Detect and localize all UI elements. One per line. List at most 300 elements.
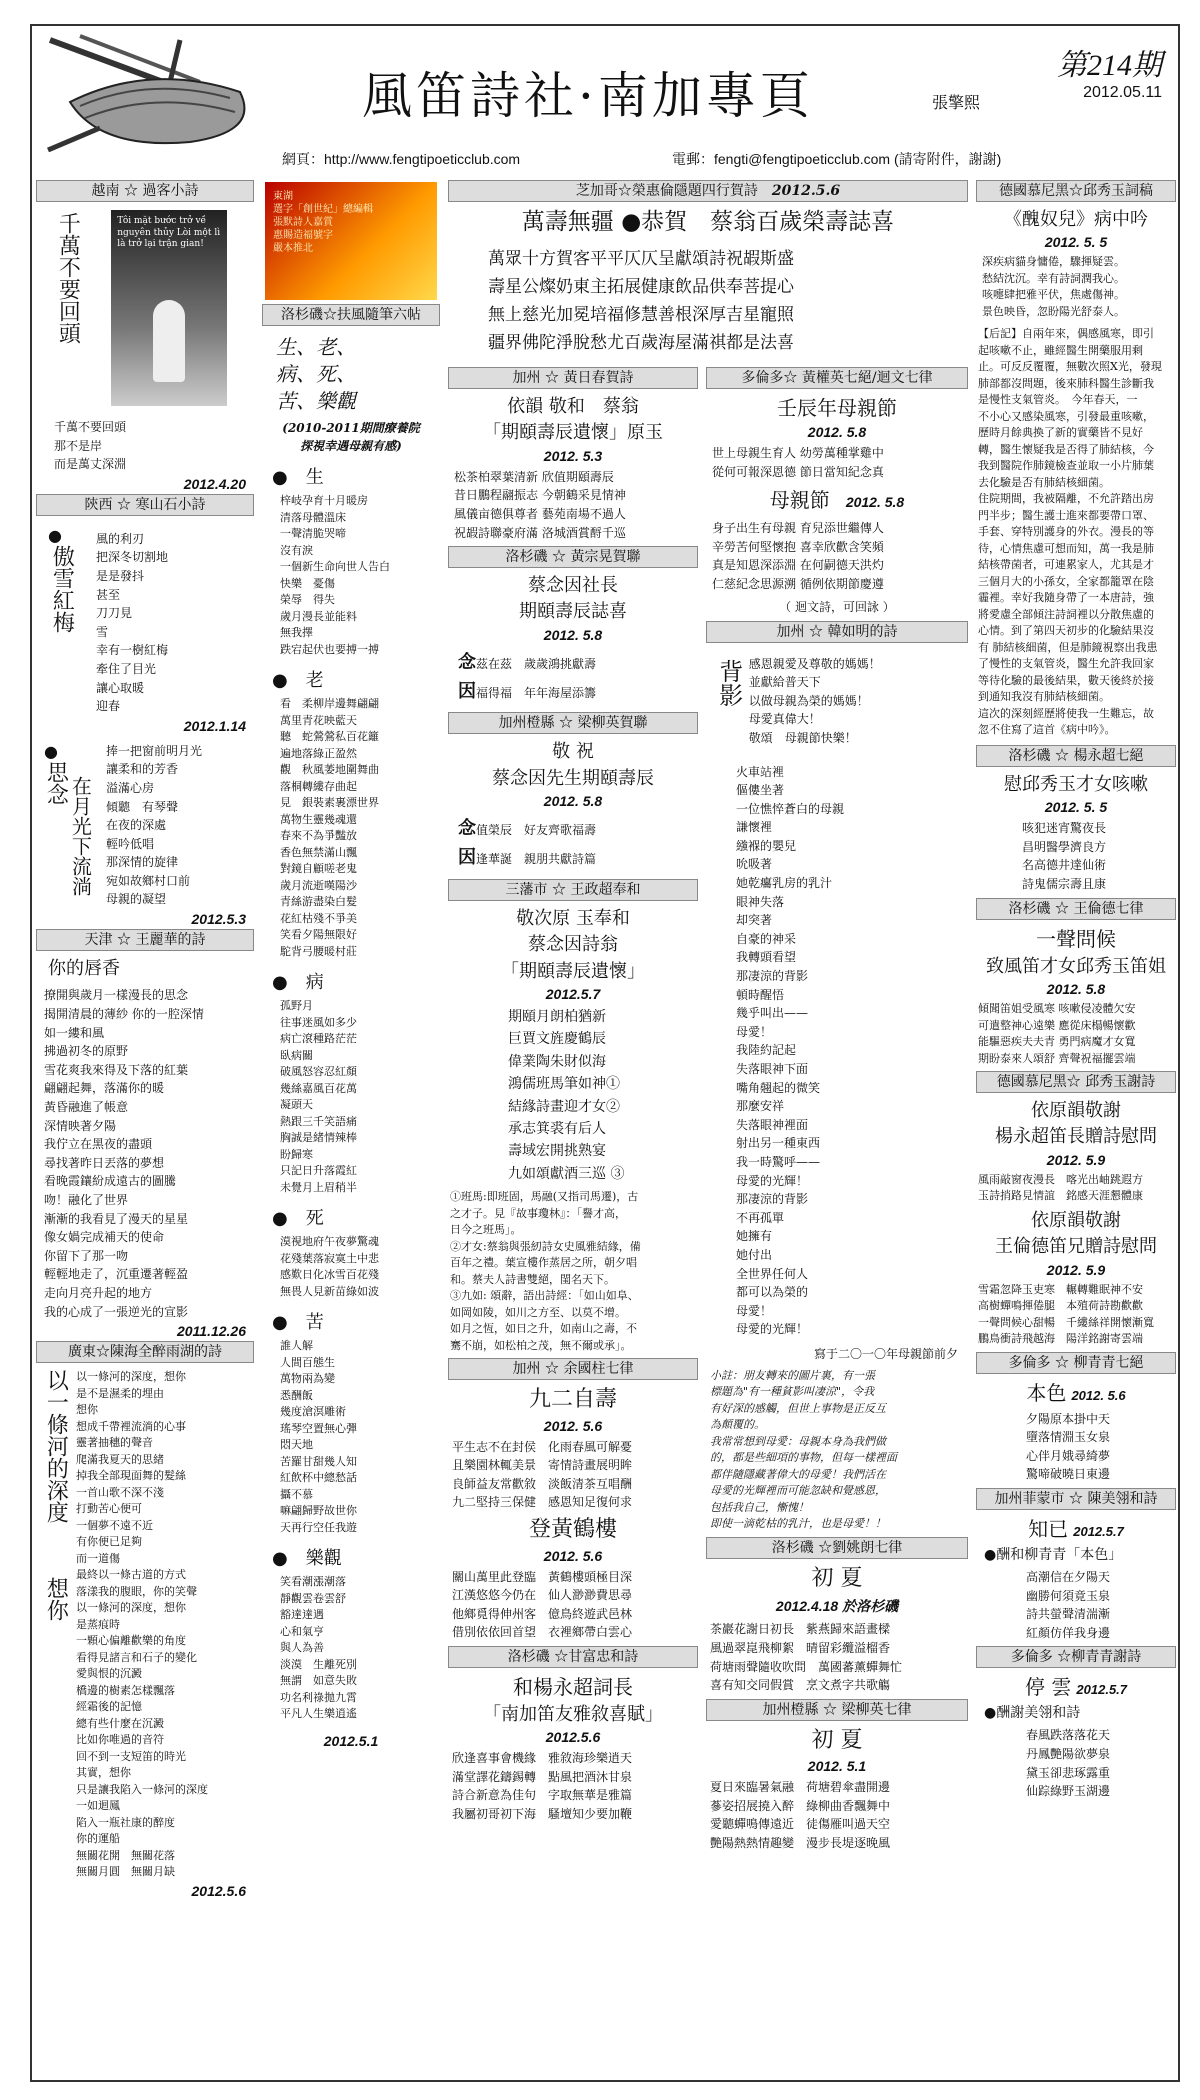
poem-title: 停 雲 xyxy=(1024,1675,1072,1700)
section-header xyxy=(448,180,968,202)
section-header: 三藩市 ☆ 王政超奉和 xyxy=(448,879,698,901)
poem-line: 壽星公燦奶東主拓展健康飲品供奉菩提心 xyxy=(488,276,794,297)
couplet-title-2: 蔡念因先生期頤壽辰 xyxy=(492,767,654,789)
essay-section-lines xyxy=(280,1338,440,1536)
poem-line: 滿堂譯花鑄錫轉 點風把酒沐甘泉 xyxy=(452,1769,633,1784)
poem-line: 是是發抖 xyxy=(96,568,145,583)
poem-lines xyxy=(978,1001,1174,1067)
couplet-title: 蔡念因社長 xyxy=(528,575,618,597)
poem-line: 破風怒容忍紅顏 xyxy=(280,1065,357,1078)
footnote-line: 如岡如陵，如川之方至、以莫不增。 xyxy=(450,1305,626,1319)
poem-line: 那深情的旋律 xyxy=(106,855,179,870)
issue-block xyxy=(1057,40,1162,102)
poem-line: 青絲游盡染白髮 xyxy=(280,895,357,908)
poem-line: 辛勞苦何堅懷抱 喜幸欣歡含笑頻 xyxy=(712,539,884,554)
poem-line: 落桐轉縷存曲起 xyxy=(280,779,357,793)
poem-line: 看 柔柳岸邊舞翩翩 xyxy=(280,697,379,710)
poem-line: 梓岐孕育十月暖房 xyxy=(280,494,368,507)
poem-line: 只記日升落霞紅 xyxy=(280,1164,357,1177)
poem-line: 深情映著夕陽 xyxy=(44,1118,117,1133)
poem-lines xyxy=(710,1620,964,1694)
footnote-line: 騫不崩，如松柏之茂，無不爾或承」。 xyxy=(450,1338,632,1352)
poem-date: 2012.5.7 xyxy=(545,986,601,1003)
poem-date: 2012. 5.6 xyxy=(543,1417,603,1434)
postscript-line: 小註：朋友轉來的圖片裏，有一張 xyxy=(710,1368,875,1382)
poem-date: 2012.4.20 xyxy=(183,475,246,492)
dedication-line: 並獻給普天下 xyxy=(748,675,821,690)
section-header: 陝西 ☆ 寒山石小詩 xyxy=(36,494,254,516)
poem-date: 2012.5.6 xyxy=(191,1882,246,1899)
poem-title: 一聲問候 xyxy=(1036,926,1116,951)
subtitle-line: 探視幸遇母親有感) xyxy=(300,439,402,453)
poem-lines xyxy=(712,519,962,593)
website-link[interactable]: 網頁：http://www.fengtipoeticclub.com xyxy=(282,151,521,167)
painting-caption xyxy=(273,190,373,255)
poem-lines xyxy=(96,530,168,716)
poem-title: 傲雪紅梅 xyxy=(49,544,75,633)
poem-line: 欣逢喜事會機緣 雅敘海珍樂逍天 xyxy=(452,1751,633,1766)
email-link[interactable]: 電郵：fengti@fengtipoeticclub.com (請寄附件，謝謝) xyxy=(672,151,1002,167)
essay-section-title: ● 老 xyxy=(272,670,324,691)
header-date: 2012.5.6 xyxy=(771,183,841,199)
postscript-line: 有好深的感觸，但世上事物是正反互 xyxy=(710,1401,886,1415)
poem-lines xyxy=(978,1282,1174,1348)
poem-line: 我轉頭看望 xyxy=(736,950,797,965)
poem-date: 2012.5.6 xyxy=(545,1729,601,1746)
poem-line: 最終以一條古道的方式 xyxy=(76,1568,186,1582)
poem-line: 丹鳳艷陽欲夢泉 xyxy=(1026,1746,1111,1761)
poem-line: 拂過初冬的原野 xyxy=(44,1044,129,1059)
caption-line: 嚴本推北 xyxy=(273,243,313,254)
caption-line: 惠賜造福號字 xyxy=(273,230,333,241)
poem-line: 我屬初哥初下海 騷壇知少要加鞭 xyxy=(452,1807,633,1822)
postscript-line: 母愛的光輝裡而可能忽缺和覺感恩， xyxy=(710,1484,886,1498)
poem-lines xyxy=(44,986,250,1321)
poem-line: 她付出 xyxy=(736,1247,773,1262)
poem-title: 初 夏 xyxy=(811,1565,863,1591)
poem-line: 無謂 如意失敗 xyxy=(280,1674,357,1687)
masthead-title: 風笛詩社·南加專頁 xyxy=(362,67,814,125)
poem-line: 盼歸寒 xyxy=(280,1147,313,1161)
poem-line: 你的運船 xyxy=(76,1832,120,1846)
footnotes xyxy=(450,1189,696,1354)
poem-date: 2012.5.7 xyxy=(1073,1523,1124,1539)
poem-line: 迎春 xyxy=(96,699,121,714)
poem-line: 射出另一種東西 xyxy=(736,1136,821,1151)
poem-line: 深疾病貓身慵倦，驟揮疑雲。 xyxy=(982,255,1125,269)
poem-line: 喜有知交同假賞 烹文煮字共歌觴 xyxy=(710,1678,891,1693)
poem-line: 比如你唯過的音符 xyxy=(76,1733,164,1747)
poem-line: 驚啼破曉日東邊 xyxy=(1026,1467,1111,1482)
poem-line: 母愛！ xyxy=(736,1024,773,1039)
poem-date: 2012. 5.6 xyxy=(543,1547,603,1564)
afterword-line: 等待化驗的最後結果，數天後終於接 xyxy=(978,673,1154,687)
poem-line: 從何可報深恩德 節日當知紀念真 xyxy=(712,464,884,479)
poem-lines xyxy=(452,1749,694,1823)
poem-line: 掉我全部現面舞的髮絲 xyxy=(76,1469,186,1483)
poem-line: 世上母親生育人 幼勞萬種掌雞中 xyxy=(712,445,884,460)
poem-line: 心伴月娥尋綺夢 xyxy=(1026,1448,1111,1463)
poem-date: 2012. 5.8 xyxy=(845,494,905,511)
dedication-line: 以做母親為榮的媽媽！ xyxy=(748,693,869,708)
poem-line: 想成千帶裡流淌的心事 xyxy=(76,1419,186,1433)
poem-line: 攝不慕 xyxy=(280,1487,313,1501)
meditation-photo xyxy=(111,210,227,406)
afterword-line: 霾裡。幸好我隨身帶了一本唐詩，強 xyxy=(978,591,1154,605)
section-header: 德國慕尼黑☆ 邱秀玉謝詩 xyxy=(976,1071,1176,1093)
poem-line: 撩開與歲月一樣漫長的思念 xyxy=(44,988,189,1003)
section-header: 加州橙縣 ☆ 梁柳英賀聯 xyxy=(448,712,698,734)
poem-line: 不再孤單 xyxy=(736,1210,785,1225)
couplet-line: 茲在茲 歲歲鴻挑獻壽 xyxy=(476,656,597,671)
poem-line: 母親的凝望 xyxy=(106,892,167,907)
poem-line: 捧一把窗前明月光 xyxy=(106,743,203,758)
poem-line: 回不到一支短笛的時光 xyxy=(76,1749,186,1763)
poem-line: 紅飲杯中總愁話 xyxy=(280,1471,357,1484)
essay-subtitle xyxy=(262,419,440,455)
poem-line: 却突著 xyxy=(736,913,773,928)
poem-line: 春來不為爭豔放 xyxy=(280,829,357,842)
poem-line: 經霜後的記憶 xyxy=(76,1700,142,1714)
section-header: 加州菲蒙市 ☆ 陳美翎和詩 xyxy=(976,1488,1176,1510)
poem-line: 一個新生命向世人告白 xyxy=(280,560,390,573)
poem-date: 2012. 5.3 xyxy=(543,447,603,464)
poem-line: 黃昏融進了帳意 xyxy=(44,1100,129,1115)
poem-date: 2012.5.7 xyxy=(1076,1682,1128,1698)
poem-line: 感歎日化冰雪百花殘 xyxy=(280,1268,379,1281)
poem-line: 鴻儒班馬筆如神① xyxy=(508,1076,620,1093)
photo-caption: Tôi mặt bước trở về nguyên thủy Lòi một lì là trở lại trận gian! xyxy=(117,216,221,250)
poem-title-3: 「期頤壽辰遺懷」 xyxy=(501,960,645,982)
section-header: 加州 ☆ 余國柱七律 xyxy=(448,1358,698,1380)
couplet-initial: 因 xyxy=(458,847,476,869)
column-3-right xyxy=(706,365,968,1857)
afterword-line: 了慢性的支氣管炎，醫生允許我回家 xyxy=(978,657,1154,671)
couplet-initial: 念 xyxy=(458,818,476,840)
poem-line: 身子出生有母親 育兒添世繼傳人 xyxy=(712,521,884,536)
poem-title: 依原韻敬謝 xyxy=(1031,1100,1121,1122)
poem-line: 瑤琴空置無心彈 xyxy=(280,1421,357,1435)
footnote-line: 之才子。見『故事瓊林』：「譽才高， xyxy=(450,1206,626,1220)
poem-line: 承志箕裘有后人 xyxy=(508,1120,606,1137)
poem-line: 夏日來臨暑氣融 荷塘碧傘盡開邊 xyxy=(710,1780,891,1795)
postscript-line: 即使一滴乾枯的乳汁，也是母愛！！ xyxy=(710,1517,886,1531)
poem-line: 總有些什麼在沉澱 xyxy=(76,1716,164,1730)
poem-title: 以一條河的深度 xyxy=(43,1369,69,1524)
poem-line: 萬物生靈幾魂還 xyxy=(280,812,357,826)
poem-line: 謙懷裡 xyxy=(736,820,773,835)
section-header: 廣東☆陳海全醉雨湖的詩 xyxy=(36,1341,254,1363)
poem-line: 看晚霞鑲紛成遠古的圖騰 xyxy=(44,1174,177,1189)
column-3-left xyxy=(448,365,698,1857)
poem-title: 《醜奴兒》病中吟 xyxy=(1004,209,1148,230)
afterword-line: 結核帶菌者，可連累家人，尤其是才 xyxy=(978,558,1154,572)
afterword-line: 這次的深刻經歷將使我一生難忘，故 xyxy=(978,706,1154,720)
poem-line: 可遣整神心遠樂 應從床榻暢懷歡 xyxy=(978,1018,1136,1032)
essay-section-lines xyxy=(280,493,440,658)
postscript-line: 我常常想到母愛：母親本身為我們做 xyxy=(710,1434,886,1448)
poem-line: 春風跌落落花天 xyxy=(1026,1728,1111,1743)
poem-line: 以一條河的深度，想你 xyxy=(76,1601,186,1615)
poem-lines xyxy=(712,444,962,481)
poem-line: 都可以為榮的 xyxy=(736,1285,809,1300)
poem-line: 那麼安祥 xyxy=(736,1099,785,1114)
poem-line: 如一縷和風 xyxy=(44,1025,105,1040)
poem-line: 苦羅甘甜幾人知 xyxy=(280,1454,357,1468)
poem-line: 祝嘏詩聯豪府滿 洛城酒賞酹千巡 xyxy=(454,525,626,540)
poem-line: 眼神失落 xyxy=(736,894,785,909)
poem-title-2: 想你 xyxy=(43,1577,69,1622)
poem-dedication xyxy=(749,655,881,749)
poem-lines xyxy=(454,468,692,542)
poem-date: 2012. 5.8 xyxy=(807,423,867,440)
poem-subtitle: 在月光下流淌 xyxy=(68,775,93,896)
poem-line: 鵬鳥衝詩飛越海 陽洋銘謝寄雲端 xyxy=(978,1332,1143,1346)
poem-line: 平生志不在封侯 化雨春風可解憂 xyxy=(452,1439,633,1454)
poem-line: 我陸約記起 xyxy=(736,1043,797,1058)
poem-line: 吮吸著 xyxy=(736,857,773,872)
poem-line: 花紅枯殘不爭美 xyxy=(280,911,357,925)
poem-date: 2012. 5.1 xyxy=(807,1758,867,1775)
poem-line: 高潮信在夕陽天 xyxy=(1026,1569,1111,1584)
contact-bar xyxy=(32,146,1178,170)
poem-lines xyxy=(452,1568,694,1642)
couplet xyxy=(458,815,688,873)
afterword-line: 肺部都沒問題，後來肺科醫生診斷我 xyxy=(978,376,1154,390)
poem-line: 九二堅持三保健 感恩知足復何求 xyxy=(452,1495,633,1510)
afterword-line: 【后記】自兩年來，偶感風寒，即引 xyxy=(978,327,1154,341)
poem-line: 歲月流逝嘆陽沙 xyxy=(280,878,357,892)
poem-lines xyxy=(1026,1726,1176,1800)
poem-line: 與人為善 xyxy=(280,1641,324,1654)
poem-title-2: 「南加笛友雅敘喜賦」 xyxy=(483,1703,663,1725)
essay-title xyxy=(276,334,440,415)
afterword-line: 去化驗是否有肺結核細菌。 xyxy=(978,475,1110,489)
poem-line: 臥病關 xyxy=(280,1048,313,1062)
poem-line: 仁慈紀念思源溯 循例依期節慶遵 xyxy=(712,576,884,591)
poem-line: 牽住了目光 xyxy=(96,661,157,676)
poem-line: 一顆心偏離歡樂的角度 xyxy=(76,1634,186,1648)
poem-line: 無我擇 xyxy=(280,626,313,639)
poem-line: 宛如故鄉村口前 xyxy=(106,873,191,888)
poem-line: 真是知恩深添淵 在何嗣德天洪灼 xyxy=(712,558,884,573)
afterword-line: 是慢性支氣管炎。 今年春天，一 xyxy=(978,393,1138,407)
poem-lines xyxy=(1026,1568,1176,1642)
poem-line: 全世界任何人 xyxy=(736,1266,809,1281)
poem-title: 萬壽無疆 ●恭賀 蔡翁百歲榮壽誌喜 xyxy=(521,209,895,235)
essay-section-title: ● 病 xyxy=(272,972,324,993)
poem-line: 落漾我的腹眼，你的笑聲 xyxy=(76,1584,197,1598)
poem-line: 病亡滾種路茫茫 xyxy=(280,1032,357,1045)
poem-line: 是不是濕柔的埋由 xyxy=(76,1386,164,1400)
poem-line: 萬里青花映藍天 xyxy=(280,713,357,727)
afterword-line: 轉，醫生懷疑我是否得了肺結核，今 xyxy=(978,442,1154,456)
section-header: 多倫多 ☆ 柳青青七絕 xyxy=(976,1352,1176,1374)
poem-line: 觀 秋風萎地圍舞曲 xyxy=(280,763,379,776)
poem-line: 一如迴鳳 xyxy=(76,1799,120,1813)
section-header: 洛杉磯 ☆ 黃宗晃賀聯 xyxy=(448,546,698,568)
poem-line: 我佇立在黑夜的盡頭 xyxy=(44,1137,153,1152)
poem-line: 風雨敲窗夜漫長 喀光出岫跳遐方 xyxy=(978,1172,1143,1186)
couplet-date: 2012. 5.8 xyxy=(543,793,603,810)
poem-line: 打動苦心便可 xyxy=(76,1502,142,1516)
masthead xyxy=(32,26,1178,144)
poem-line: 刀刀見 xyxy=(96,606,133,621)
poem-line: 咳嚏肆把雅平伏，焦處傷神。 xyxy=(982,288,1125,302)
couplet-date: 2012. 5.8 xyxy=(543,626,603,643)
poem-line: 走向月亮升起的地方 xyxy=(44,1285,153,1300)
section-header: 越南 ☆ 過客小詩 xyxy=(36,180,254,202)
afterword-line: 待，心情焦慮可想而知，萬一我是肺 xyxy=(978,541,1154,555)
poem-line: 借別依依回首望 衣裡鄉帶白雲心 xyxy=(452,1625,633,1640)
title-line: 生、老、 xyxy=(276,335,356,359)
poem-line: 把深冬切割地 xyxy=(96,550,169,565)
poem-line: 九如頌獻酒三巡 ③ xyxy=(508,1165,625,1182)
poem-line: 沒有淚 xyxy=(280,543,313,557)
footnote-line: 日今之班馬」。 xyxy=(450,1223,522,1237)
afterword-line: 忽不住寫了這首《病中吟》。 xyxy=(978,723,1116,737)
poem-title: 九二自壽 xyxy=(528,1387,617,1413)
poem-subtitle: ●酬和柳青青「本色」 xyxy=(984,1546,1123,1563)
poem-title: 千萬不要回頭 xyxy=(55,212,81,344)
column-4 xyxy=(976,178,1176,2072)
couplet-line: 值榮辰 好友齊歌福壽 xyxy=(476,823,597,838)
poem-line: 孤野月 xyxy=(280,999,313,1012)
masthead-signature: 張擎熙 xyxy=(932,93,981,112)
poem-line: 嘴角翹起的微笑 xyxy=(736,1080,821,1095)
poem-line: 幾絲嘉風百花萬 xyxy=(280,1081,357,1095)
poem-date: 2012.4.18 於洛杉磯 xyxy=(775,1598,899,1615)
poem-line: 胸誠是緒情辣棒 xyxy=(280,1131,357,1144)
poem-line: 甚至 xyxy=(96,587,121,602)
poem-sign-off: 寫于二〇一〇年母親節前夕 xyxy=(813,1346,958,1361)
afterword-line: 住院期間，我被隔離，不允許踏出房 xyxy=(978,492,1154,506)
poem-lines xyxy=(982,254,1170,320)
essay-section-lines xyxy=(280,696,440,960)
poem-title: 和楊永超詞長 xyxy=(513,1674,633,1699)
poem-lines xyxy=(488,245,928,357)
poem-lines xyxy=(508,1006,698,1185)
poem-line: 是蒸痕時 xyxy=(76,1617,120,1631)
poem-line: 漸漸的我看見了漫天的星星 xyxy=(44,1211,189,1226)
poem-line: 雪 xyxy=(96,624,109,639)
poem-line: 荷塘雨聲隨收吹問 萬國蕃薰蟬舞忙 xyxy=(710,1659,903,1674)
poem-line: 靜觀雲卷雲舒 xyxy=(280,1591,346,1605)
poem-line: 昌明醫學濟良方 xyxy=(1022,839,1107,854)
essay-section-lines xyxy=(280,1234,440,1300)
poem-title: 初 夏 xyxy=(811,1727,863,1753)
poem-line: 駝背弓腰暖村莊 xyxy=(280,944,357,958)
poem-title: 思念 xyxy=(43,760,69,805)
poem-title: 慰邱秀玉才女咳嗽 xyxy=(1004,773,1148,795)
poem-lines xyxy=(736,763,968,1339)
poem-line: 艷陽熱熱情趣變 漫步長堤逐晚風 xyxy=(710,1836,891,1851)
afterword-line: 歷時月餘典換了新的實藥皆不見好 xyxy=(978,426,1143,440)
afterword-line: 不小心又感染風寒，引發最重咳嗽， xyxy=(978,409,1154,423)
dragon-painting xyxy=(265,182,437,300)
poem-title-2: 王倫德笛兄贈詩慰問 xyxy=(995,1236,1157,1258)
poem-lines xyxy=(978,1172,1174,1205)
poem-line: 只是讓我陷入一條河的深度 xyxy=(76,1782,208,1796)
header-text: 芝加哥☆榮惠倫隱題四行賀詩 xyxy=(575,183,758,199)
poem-line: 雪霜忽降玉吏寒 輾轉難眠神不安 xyxy=(978,1282,1143,1296)
bullet-icon: ● xyxy=(44,741,58,761)
afterword-line: 三個月大的小孫女，全家都籠罩在陰 xyxy=(978,574,1154,588)
poem-date: 2011.12.26 xyxy=(176,1323,246,1340)
poem-line: 靈著抽穗的聲音 xyxy=(76,1436,153,1450)
poem-line: 尋找著昨日丟落的夢想 xyxy=(44,1155,165,1170)
poem-date: 2012. 5.9 xyxy=(1046,1151,1106,1168)
poem-line: 茶巖花謝日初長 紫燕歸來語畫樑 xyxy=(710,1622,891,1637)
section-header: 多倫多☆ 黃權英七絕/迴文七律 xyxy=(706,367,968,389)
afterword xyxy=(978,326,1174,739)
couplet-title-2: 期頤壽辰誌喜 xyxy=(519,601,627,623)
poem-date: 2012. 5. 5 xyxy=(1044,234,1108,251)
issue-number: 第214期 xyxy=(1057,49,1162,82)
afterword-line: 止。可反反覆覆，無數次照X光，發現 xyxy=(978,360,1162,374)
footnote-line: 如月之恆，如日之升，如南山之壽，不 xyxy=(450,1322,637,1336)
poem-line: 陷入一瓶社康的醉度 xyxy=(76,1815,175,1829)
poem-title: 你的唇香 xyxy=(48,958,120,980)
poem-line: 夕陽原本掛中天 xyxy=(1026,1411,1111,1426)
section-header: 洛杉磯 ☆ 王倫德七律 xyxy=(976,898,1176,920)
poem-line: 天再行空任我遊 xyxy=(280,1520,357,1534)
poem-line: 無關月圓 無關月缺 xyxy=(76,1865,175,1879)
poem-line: 昔日鵬程翮振志 今朝鶴采見情神 xyxy=(454,488,626,503)
poem-line: 遍地落綠正盈然 xyxy=(280,746,357,760)
poem-line: 一聲問候心甜暢 千縷絲祥開懷漸寬 xyxy=(978,1315,1154,1329)
poem-line: 詩合新意為佳句 字取無華是雅篇 xyxy=(452,1788,633,1803)
poem-line: 漠視地府午夜夢驚魂 xyxy=(280,1235,379,1248)
poem-line: 溢滿心房 xyxy=(106,780,155,795)
poem-line: 香色無禁滿山飄 xyxy=(280,845,357,859)
subtitle-line: (2010-2011期間療養院 xyxy=(282,421,420,435)
poem-title: 壬辰年母親節 xyxy=(777,395,897,420)
postscript xyxy=(710,1368,964,1533)
poem-line: 能驅惡疾夫夫青 勇門病魔才女寬 xyxy=(978,1035,1136,1049)
poem-line: 對鏡自顧嗟老鬼 xyxy=(280,862,357,875)
poem-line: 火車站裡 xyxy=(736,764,785,779)
poem-title: 母親節 xyxy=(769,488,830,513)
poem-line: 偉業陶朱財似海 xyxy=(508,1053,606,1070)
poem-line: 他鄉覓得伸州客 億鳥終遊武邑林 xyxy=(452,1606,633,1621)
couplet-line: 逢華誕 親朋共獻詩篇 xyxy=(476,852,597,867)
essay-section-title: ● 生 xyxy=(272,467,324,488)
poem-line: 那凄涼的背影 xyxy=(736,1192,809,1207)
couplet-title: 敬 祝 xyxy=(552,741,594,763)
poem-lines xyxy=(54,418,236,474)
afterword-line: 有 肺結核細菌，但是肺鏡視察出我患 xyxy=(978,640,1158,654)
poem-line: 有你便已足夠 xyxy=(76,1535,142,1549)
poem-line: 歲月漫長並能料 xyxy=(280,609,357,623)
poem-title: 知已 xyxy=(1028,1516,1069,1541)
afterword-line: 將愛慮全部傾注詩詞裡以分散焦慮的 xyxy=(978,607,1154,621)
poem-line: 無關花開 無關花落 xyxy=(76,1848,175,1862)
poem-line: 而是萬丈深淵 xyxy=(54,457,127,472)
poem-line: 期盼泰來人頌舒 齊聲祝福擺雲端 xyxy=(978,1051,1136,1065)
caption-line: 東湖 xyxy=(273,191,293,202)
poem-line: 淡漠 生離死別 xyxy=(280,1657,357,1671)
poem-line: 繈褓的嬰兒 xyxy=(736,838,797,853)
poem-line: 疆界佛陀淨脫愁尤百歲海屋滿祺都是法喜 xyxy=(488,332,794,353)
poem-line: 風的利刃 xyxy=(96,531,145,546)
poem-title: 登黃鶴樓 xyxy=(528,1517,617,1543)
poem-line: 傾聽 有琴聲 xyxy=(106,799,179,814)
poem-line: 花殘葉落寂寞土中悲 xyxy=(280,1251,379,1265)
couplet-initial: 因 xyxy=(458,680,476,702)
poem-line: 榮辱 得失 xyxy=(280,593,335,606)
afterword-line: 我到醫院作肺鏡檢查並取一小片肺葉 xyxy=(978,459,1154,473)
